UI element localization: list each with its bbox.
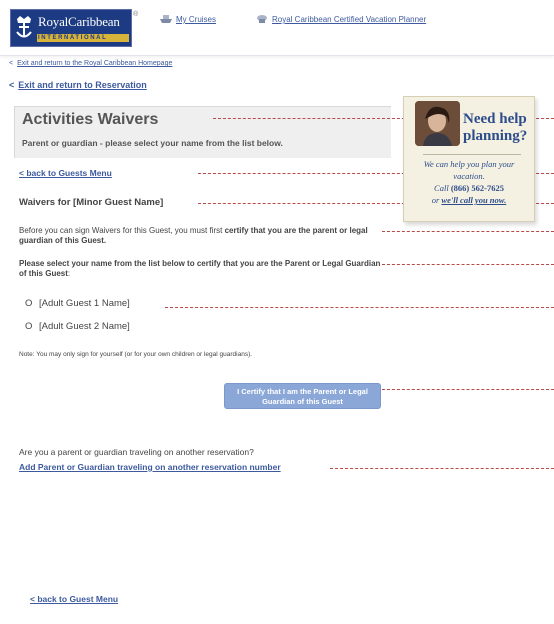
add-guardian-link[interactable]: Add Parent or Guardian traveling on another reservation number [19, 462, 281, 472]
logo-text: RoyalCaribbean [38, 14, 120, 29]
select-colon: : [67, 269, 71, 278]
certify-guardian-button[interactable]: I Certify that I am the Parent or Legal Guardian of this Guest [224, 383, 381, 409]
call-me-link[interactable]: we'll call you now. [441, 195, 507, 205]
agent-portrait-icon [415, 101, 460, 146]
help-divider [423, 154, 521, 155]
or-text: or [431, 195, 442, 205]
intro-paragraph [19, 226, 389, 246]
vacation-planner-link[interactable] [272, 15, 426, 24]
help-call-line [411, 194, 527, 206]
my-cruises-link[interactable] [176, 15, 216, 24]
back-to-guest-menu-link[interactable]: < back to Guest Menu [30, 594, 119, 604]
guest-name-label: [Adult Guest 1 Name] [39, 298, 130, 309]
page-subtitle: Parent or guardian - please select your name from the list below. [22, 138, 283, 148]
arrow-left-icon: < [9, 80, 15, 90]
annotation-line [382, 231, 554, 232]
agent-photo [415, 101, 460, 146]
registered-mark: ® [133, 11, 139, 18]
waivers-for-heading: Waivers for [Minor Guest Name] [19, 197, 164, 208]
other-reservation-question: Are you a parent or guardian traveling on another reservation? [19, 447, 254, 457]
exit-reservation-row [9, 80, 147, 90]
guest-radio-option[interactable] [25, 298, 130, 309]
call-prefix: Call [434, 183, 451, 193]
annotation-line [382, 264, 554, 265]
guest-name-label: [Adult Guest 2 Name] [39, 321, 130, 332]
annotation-line [165, 307, 554, 308]
annotation-line [382, 389, 554, 390]
my-cruises-label: My Cruises [176, 15, 217, 24]
help-phone-line [411, 182, 527, 194]
vacation-planner-label: Royal Caribbean Certified Vacation Planner [272, 15, 427, 24]
guest-radio-option[interactable] [25, 321, 130, 332]
help-text-block [411, 158, 527, 206]
sign-note: Note: You may only sign for yourself (or for your own children or legal guardians). [19, 351, 253, 358]
arrow-left-icon: < [9, 60, 14, 67]
radio-circle-icon[interactable]: O [25, 298, 33, 309]
crown-anchor-icon [15, 15, 33, 41]
royal-caribbean-logo[interactable] [10, 9, 132, 47]
logo-subtext: INTERNATIONAL [38, 35, 108, 41]
exit-homepage-link[interactable]: Exit and return to the Royal Caribbean Homepage [17, 60, 173, 67]
phone-number: (866) 562-7625 [450, 183, 504, 193]
help-message: We can help you plan your vacation. [423, 159, 515, 181]
exit-reservation-link[interactable]: Exit and return to Reservation [18, 80, 147, 90]
exit-homepage-row [9, 60, 172, 67]
back-to-guests-menu-link[interactable]: < back to Guests Menu [19, 168, 112, 178]
page-title: Activities Waivers [22, 111, 159, 128]
title-panel [14, 106, 391, 158]
help-title: Need help planning? [463, 111, 528, 144]
header [0, 0, 554, 56]
need-help-box [403, 96, 535, 222]
select-bold-text: Please select your name from the list below to certify that you are the Parent or Legal Guardian of this Guest [19, 259, 381, 278]
intro-text: Before you can sign Waivers for this Guest, you must first [19, 226, 225, 235]
select-paragraph [19, 259, 389, 279]
annotation-line [330, 468, 554, 469]
intro-bold-text: certify that you are the parent or legal guardian of this Guest. [19, 226, 368, 245]
ship-icon [160, 13, 172, 24]
planner-icon [256, 13, 268, 24]
radio-circle-icon[interactable]: O [25, 321, 33, 332]
